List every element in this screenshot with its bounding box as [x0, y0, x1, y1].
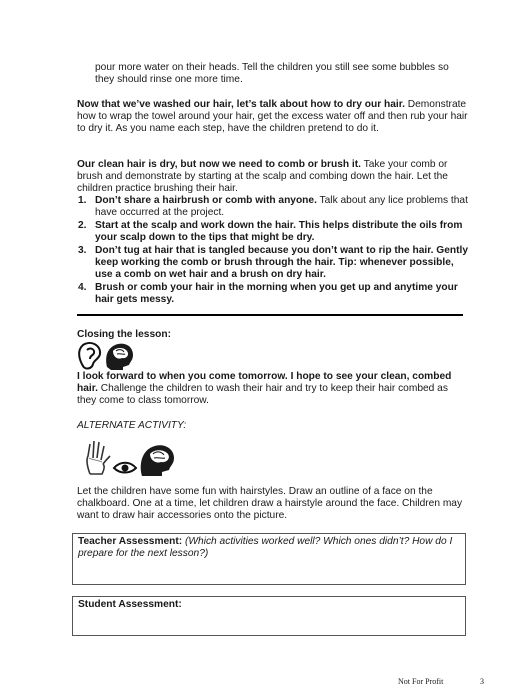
student-assessment-box[interactable] — [72, 596, 466, 636]
head-brain-icon — [106, 344, 133, 370]
step-bold: Don’t tug at hair that is tangled because you don’t want to rip the hair. Gently keep working the comb or brush through the hair. Tip: whenever possible, use a comb on wet hair and a brush on dry hair. — [95, 245, 469, 280]
step-number: 1. — [78, 195, 87, 206]
step-bold: Brush or comb your hair in the morning when you get up and anytime your hair gets messy. — [95, 282, 458, 305]
dry-heading: Now that we’ve washed our hair, let’s talk about how to dry our hair. — [77, 99, 405, 110]
paragraph-comb-hair — [77, 159, 469, 195]
section-divider — [77, 314, 463, 316]
head-brain-icon — [141, 445, 174, 476]
paragraph-alternate: Let the children have some fun with hairstyles. Draw an outline of a face on the chalkboard. One at a time, let children draw a hairstyle around the face. Children may want to draw hair accessories onto the picture. — [77, 486, 463, 521]
closing-icons — [77, 341, 137, 371]
alternate-heading: ALTERNATE ACTIVITY: — [77, 420, 187, 431]
teacher-assessment-box[interactable] — [72, 533, 466, 585]
teacher-assessment-question: (Which activities worked well? Which ones didn’t? How do I prepare for the next lesson?) — [78, 536, 453, 559]
dry-body: Demonstrate how to wrap the towel around your hair, get the excess water off and then rub your hair to dry it. As you name each step, have the children pretend to do it. — [77, 99, 468, 134]
paragraph-closing — [77, 371, 469, 407]
teacher-assessment-title — [73, 534, 465, 560]
closing-bold: I look forward to when you come tomorrow. I hope to see your clean, combed hair. — [77, 371, 452, 394]
step-number: 2. — [78, 220, 87, 231]
comb-heading: Our clean hair is dry, but now we need to comb or brush it. — [77, 159, 361, 170]
step-number: 4. — [78, 282, 87, 293]
student-assessment-label: Student Assessment: — [78, 599, 182, 610]
closing-body: Challenge the children to wash their hair and try to keep their hair combed as they come to class tomorrow. — [77, 383, 448, 406]
comb-body: Take your comb or brush and demonstrate by starting at the scalp and combing down the hair. Let the children practice brushing their hair. — [77, 159, 448, 194]
comb-steps-list — [77, 195, 472, 307]
hand-icon — [87, 441, 110, 474]
paragraph-rinse: pour more water on their heads. Tell the children you still see some bubbles so they should rinse one more time. — [95, 62, 449, 85]
ear-icon — [79, 343, 100, 368]
footer-text: Not For Profit — [398, 677, 444, 686]
step-number: 3. — [78, 245, 87, 256]
alternate-icons — [84, 438, 184, 478]
list-item — [77, 282, 472, 306]
list-item — [77, 220, 472, 244]
teacher-assessment-label: Teacher Assessment: — [78, 536, 183, 547]
closing-heading: Closing the lesson: — [77, 329, 171, 340]
paragraph-dry-hair — [77, 99, 469, 135]
list-item — [77, 245, 472, 281]
page-number: 3 — [480, 677, 484, 686]
step-rest: Talk about any lice problems that have occurred at the project. — [95, 195, 468, 218]
eye-icon — [114, 463, 136, 473]
list-item — [77, 195, 472, 219]
step-bold: Don’t share a hairbrush or comb with anyone. — [95, 195, 317, 206]
student-assessment-title — [73, 597, 465, 611]
step-bold: Start at the scalp and work down the hair. This helps distribute the oils from your scalp down to the tips that might be dry. — [95, 220, 463, 243]
